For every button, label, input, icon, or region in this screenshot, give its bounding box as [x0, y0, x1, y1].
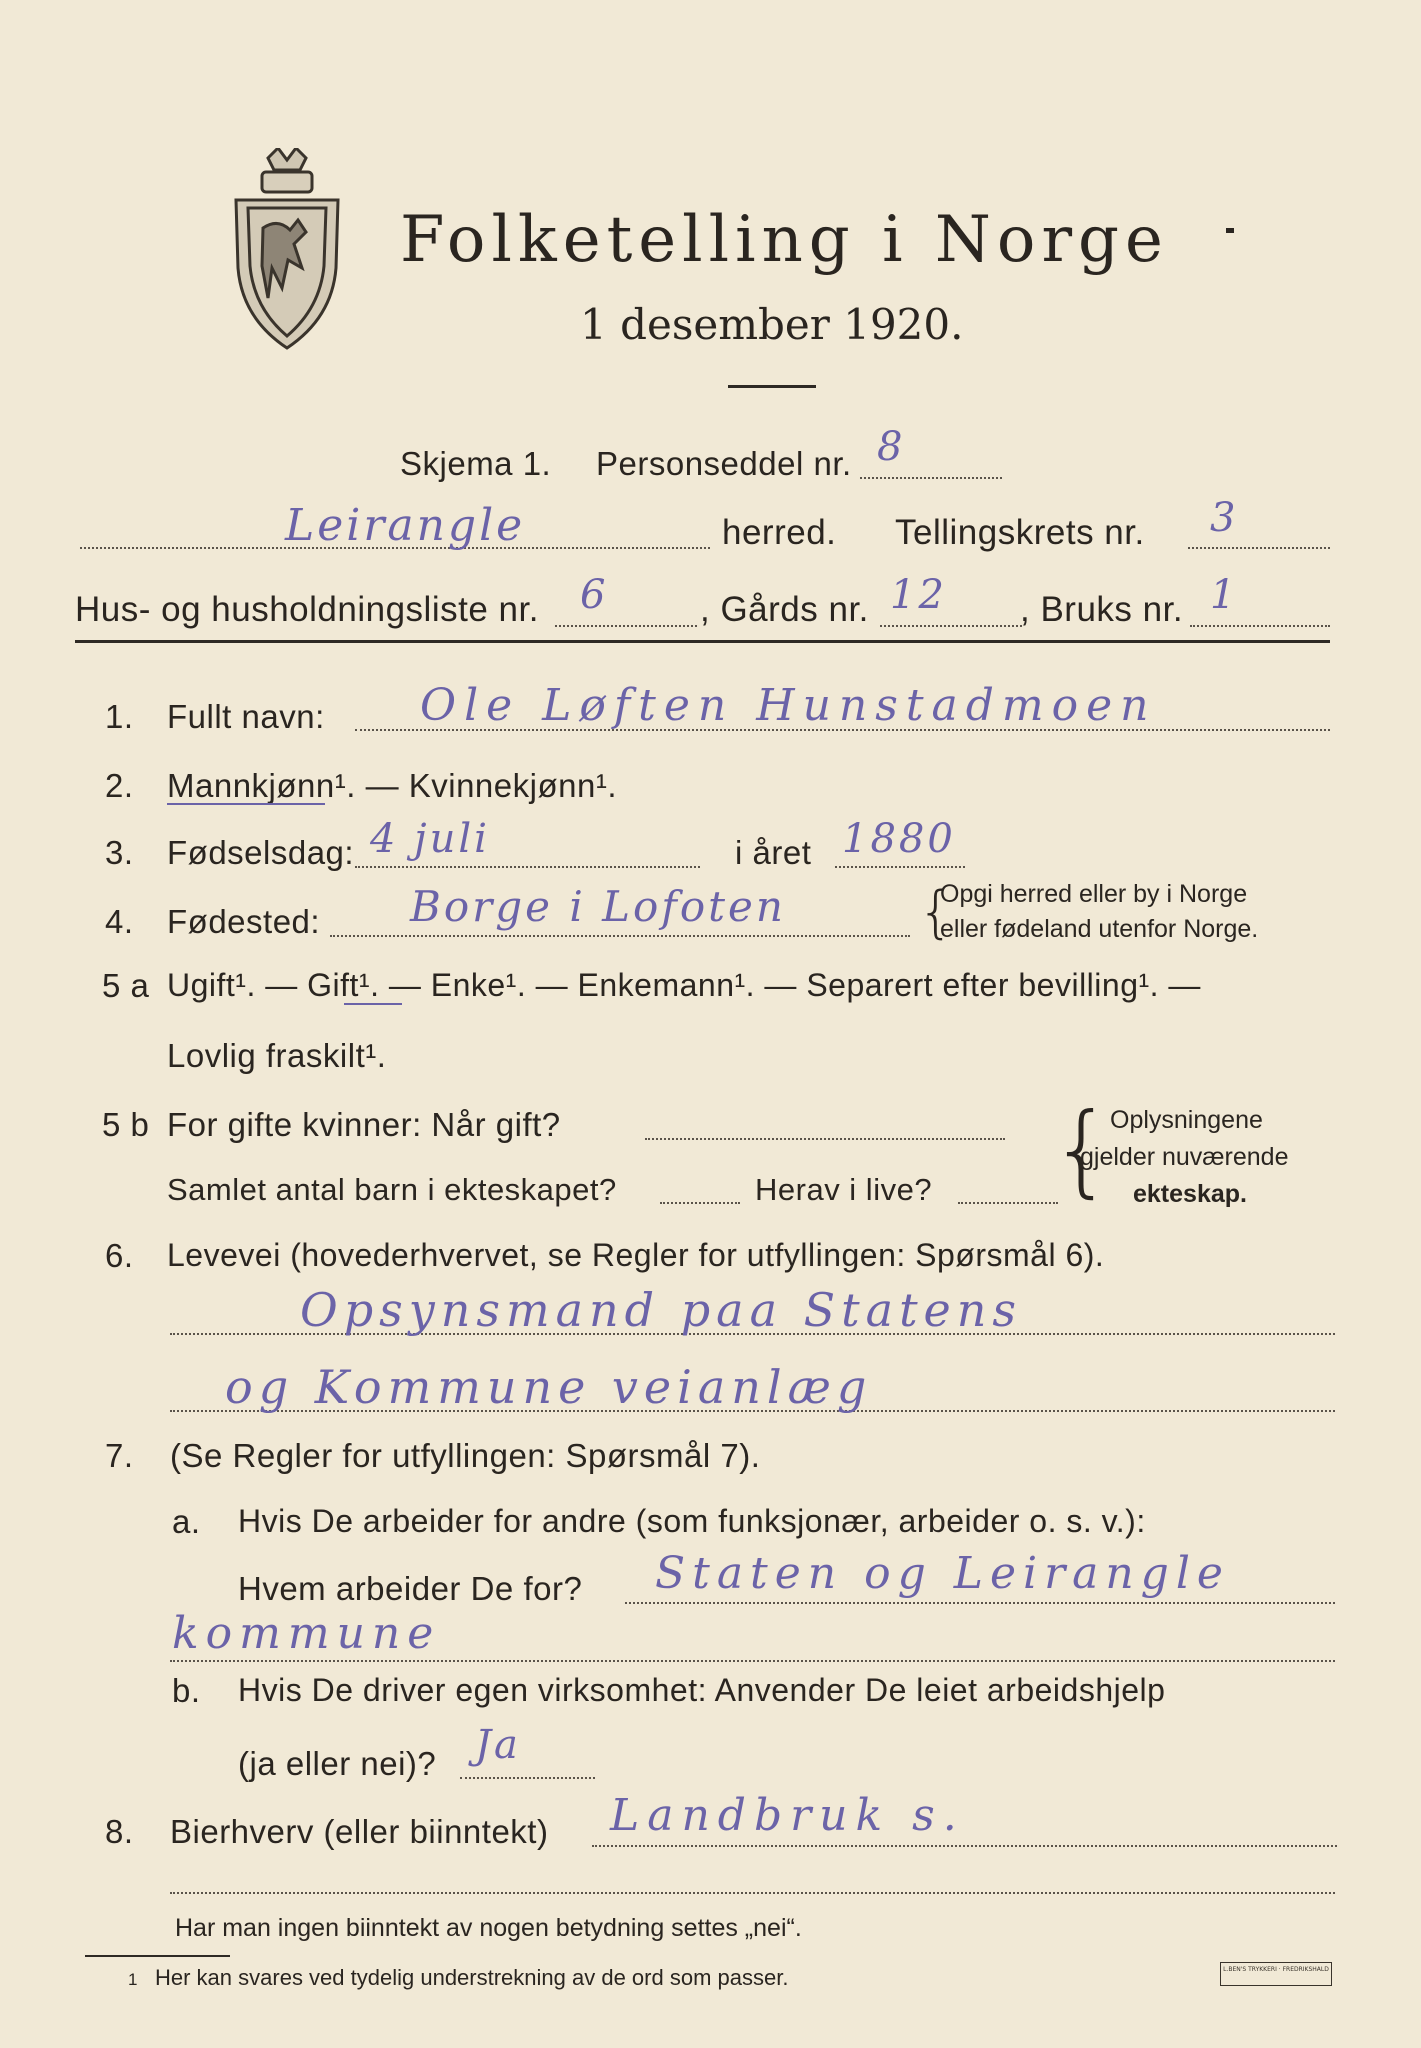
tellingskrets-field[interactable] — [1188, 547, 1330, 549]
q7a-field-line1[interactable] — [625, 1602, 1335, 1604]
personseddel-field[interactable] — [860, 477, 1002, 479]
q8-field-line2[interactable] — [170, 1892, 1335, 1894]
tellingskrets-label: Tellingskrets nr. — [895, 513, 1145, 552]
gards-label: , Gårds nr. — [700, 590, 869, 629]
q1-number: 1. — [105, 698, 134, 735]
section-divider — [75, 640, 1330, 643]
q6-value-line1: Opsynsmand paa Statens — [300, 1283, 1023, 1337]
q5b-gift-field[interactable] — [645, 1138, 1005, 1140]
q7a-label: Hvis De arbeider for andre (som funksjonær, arbeider o. s. v.): — [238, 1503, 1146, 1539]
q8-label: Bierhverv (eller biinntekt) — [170, 1813, 549, 1850]
skjema-label: Skjema 1. — [400, 445, 552, 482]
q7a-label2: Hvem arbeider De for? — [238, 1570, 583, 1607]
q7b-letter: b. — [172, 1672, 201, 1709]
personseddel-label: Personseddel nr. — [596, 445, 852, 482]
q7b-value: Ja — [475, 1722, 521, 1768]
q5b-label2: Samlet antal barn i ekteskapet? — [167, 1172, 617, 1207]
q4-number: 4. — [105, 903, 134, 940]
personseddel-value: 8 — [877, 424, 906, 470]
gards-value: 12 — [890, 572, 947, 618]
herred-label: herred. — [722, 513, 837, 552]
q2-label: Mannkjønn¹. — Kvinnekjønn¹. — [167, 767, 617, 804]
q8-number: 8. — [105, 1813, 134, 1850]
coat-of-arms-icon — [228, 148, 346, 353]
q4-note-line1: Opgi herred eller by i Norge — [940, 880, 1248, 908]
q4-brace: { — [918, 880, 954, 945]
q6-number: 6. — [105, 1237, 134, 1274]
q8-value: Landbruk s. — [610, 1790, 965, 1841]
decorative-dot — [1226, 228, 1234, 233]
q7-label: (Se Regler for utfyllingen: Spørsmål 7). — [170, 1437, 761, 1474]
q6-label: Levevei (hovederhvervet, se Regler for utfyllingen: Spørsmål 6). — [167, 1237, 1105, 1273]
q1-value: Ole Løften Hunstadmoen — [420, 680, 1157, 731]
bruks-field[interactable] — [1190, 625, 1330, 627]
q7a-value-line2: kommune — [172, 1608, 441, 1659]
q4-label: Fødested: — [167, 903, 321, 940]
q3-year-field[interactable] — [835, 866, 965, 868]
form-date: 1 desember 1920. — [580, 300, 964, 349]
q3-year-value: 1880 — [842, 816, 956, 862]
q5b-ilive-field[interactable] — [958, 1202, 1058, 1204]
q5b-label3: Herav i live? — [755, 1172, 933, 1207]
q5b-label: For gifte kvinner: Når gift? — [167, 1106, 561, 1143]
q7a-letter: a. — [172, 1503, 201, 1540]
q4-note-line2: eller fødeland utenfor Norge. — [940, 915, 1259, 943]
form-title: Folketelling i Norge — [400, 203, 1169, 277]
q5b-note-line1: Oplysningene — [1110, 1106, 1263, 1134]
q5b-note-line3: ekteskap. — [1133, 1180, 1247, 1208]
bruks-value: 1 — [1210, 572, 1239, 618]
q7-number: 7. — [105, 1437, 134, 1474]
q3-number: 3. — [105, 834, 134, 871]
q4-value: Borge i Lofoten — [410, 882, 786, 931]
q3-label: Fødselsdag: — [167, 834, 355, 871]
hus-label: Hus- og husholdningsliste nr. — [75, 590, 539, 629]
printer-name: L.BEN'S TRYKKERI · FREDRIKSHALD — [1223, 1966, 1329, 1973]
q5a-label2: Lovlig fraskilt¹. — [167, 1037, 387, 1074]
q2-underline-mannkjonn — [167, 803, 325, 805]
bruks-label: , Bruks nr. — [1020, 590, 1184, 629]
hus-value: 6 — [580, 572, 609, 618]
q5b-brace: { — [1050, 1091, 1114, 1208]
q7a-field-line2[interactable] — [170, 1660, 1335, 1662]
header-divider — [728, 385, 816, 388]
gards-field[interactable] — [880, 625, 1022, 627]
q7b-label2: (ja eller nei)? — [238, 1745, 437, 1782]
q8-note: Har man ingen biinntekt av nogen betydning settes „nei“. — [175, 1914, 802, 1942]
herred-value: Leirangle — [285, 500, 526, 551]
q5a-underline-gift — [344, 1003, 402, 1005]
q5a-label: Ugift¹. — Gift¹. — Enke¹. — Enkemann¹. — Separert efter bevilling¹. — — [167, 967, 1201, 1003]
q8-field[interactable] — [592, 1845, 1337, 1847]
q4-field[interactable] — [330, 935, 910, 937]
q3-field[interactable] — [355, 866, 700, 868]
q5b-number: 5 b — [102, 1106, 150, 1143]
q5b-barn-field[interactable] — [660, 1202, 740, 1204]
footer-rule — [85, 1955, 230, 1957]
q7b-field[interactable] — [460, 1777, 595, 1779]
q7b-label: Hvis De driver egen virksomhet: Anvender De leiet arbeidshjelp — [238, 1672, 1166, 1708]
q1-label: Fullt navn: — [167, 698, 325, 735]
q2-number: 2. — [105, 767, 134, 804]
q3-value: 4 juli — [370, 816, 490, 862]
footnote-mark: 1 — [128, 1970, 138, 1989]
hus-field[interactable] — [555, 625, 697, 627]
tellingskrets-value: 3 — [1210, 495, 1239, 541]
footnote-text: Her kan svares ved tydelig understrekning av de ord som passer. — [155, 1965, 789, 1990]
q5a-number: 5 a — [102, 967, 150, 1004]
q5b-note-line2: gjelder nuværende — [1080, 1143, 1289, 1171]
q7a-value-line1: Staten og Leirangle — [655, 1548, 1230, 1599]
printer-stamp — [1220, 1962, 1332, 1986]
q6-value-line2: og Kommune veianlæg — [225, 1360, 873, 1414]
q3-year-label: i året — [735, 834, 812, 871]
